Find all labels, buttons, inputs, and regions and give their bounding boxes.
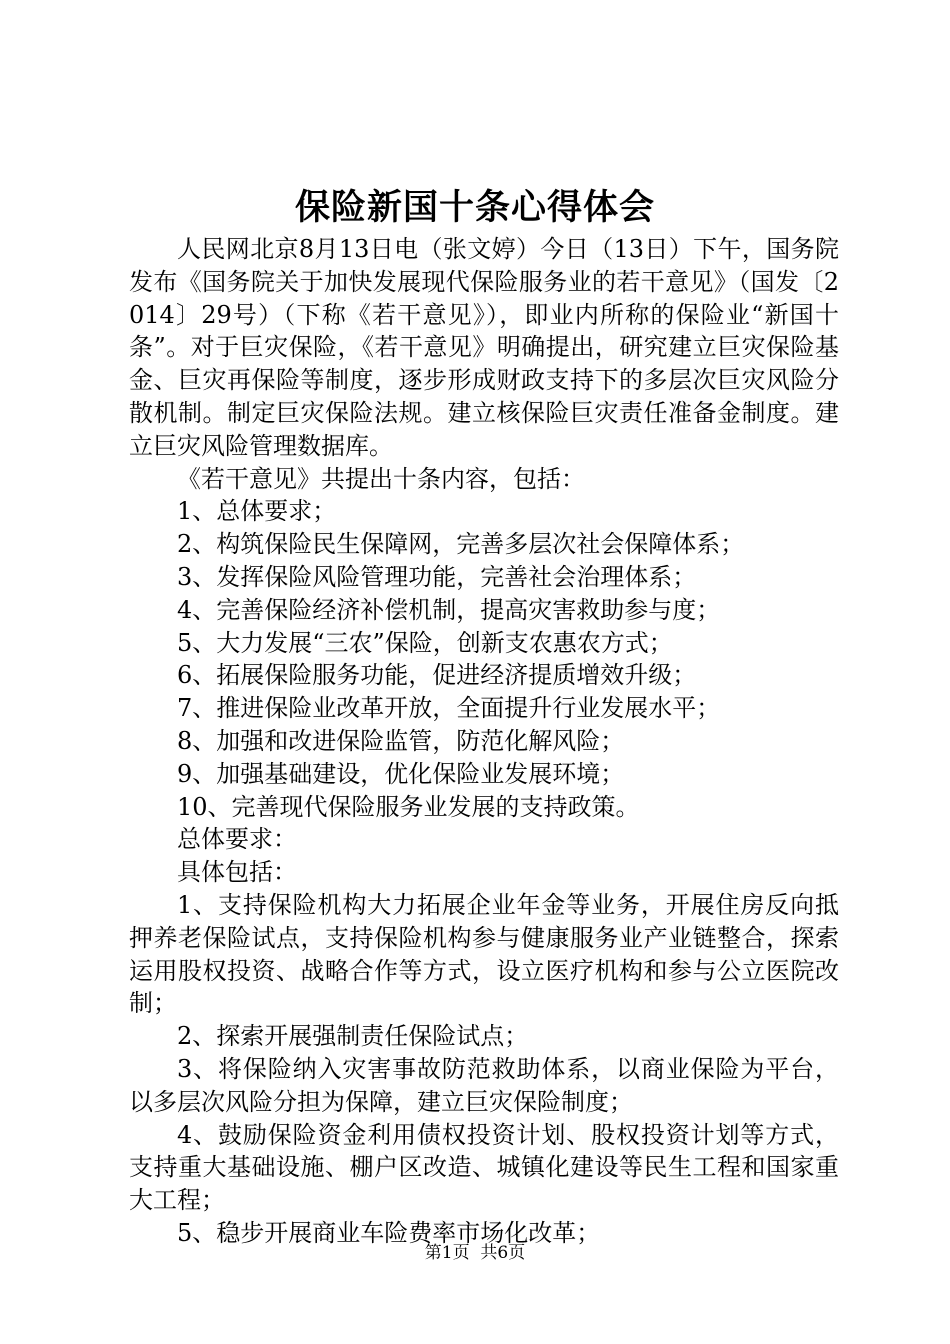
list-item: 1、总体要求； <box>177 497 337 526</box>
page-footer <box>0 1241 950 1265</box>
paragraph-intro: 人民网北京8月13日电（张文婷）今日（13日）下午，国务院发布《国务院关于加快发展现代保险服务业的若干意见》（国发〔2014〕29号）（下称《若干意见》），即业内所称的保险业“新国十条”。对于巨灾保险，《若干意见》明确提出，研究建立巨灾保险基金、巨灾再保险等制度，逐步形成财政支持下的多层次巨灾风险分散机制。制定巨灾保险法规。建立核保险巨灾责任准备金制度。建立巨灾风险管理数据库。 <box>129 235 839 460</box>
section-heading: 总体要求： <box>177 825 297 854</box>
detail-item: 3、将保险纳入灾害事故防范救助体系，以商业保险为平台，以多层次风险分担为保障，建立巨灾保险制度； <box>129 1054 839 1116</box>
section-heading: 具体包括： <box>177 858 297 887</box>
list-item: 6、拓展保险服务功能，促进经济提质增效升级； <box>177 661 697 690</box>
paragraph-summary: 《若干意见》共提出十条内容，包括： <box>177 464 585 493</box>
footer-spacer <box>470 1243 481 1263</box>
list-item: 7、推进保险业改革开放，全面提升行业发展水平； <box>177 694 721 723</box>
detail-item: 4、鼓励保险资金利用债权投资计划、股权投资计划等方式，支持重大基础设施、棚户区改造、城镇化建设等民生工程和国家重大工程； <box>129 1120 839 1215</box>
list-item: 5、大力发展“三农”保险，创新支农惠农方式； <box>177 628 673 657</box>
document-body <box>129 233 839 1250</box>
detail-item: 1、支持保险机构大力拓展企业年金等业务，开展住房反向抵押养老保险试点，支持保险机构参与健康服务业产业链整合，探索运用股权投资、战略合作等方式，设立医疗机构和参与公立医院改制； <box>129 890 839 1018</box>
list-item: 4、完善保险经济补偿机制，提高灾害救助参与度； <box>177 595 721 624</box>
total-pages: 共6页 <box>480 1243 526 1263</box>
page-number: 第1页 <box>424 1243 470 1263</box>
detail-item: 5、稳步开展商业车险费率市场化改革； <box>177 1218 601 1247</box>
list-item: 8、加强和改进保险监管，防范化解风险； <box>177 726 625 755</box>
list-item: 10、完善现代保险服务业发展的支持政策。 <box>177 792 640 821</box>
document-title: 保险新国十条心得体会 <box>294 188 655 228</box>
list-item: 2、构筑保险民生保障网，完善多层次社会保障体系； <box>177 530 745 559</box>
detail-item: 2、探索开展强制责任保险试点； <box>177 1022 529 1051</box>
list-item: 3、发挥保险风险管理功能，完善社会治理体系； <box>177 562 697 591</box>
list-item: 9、加强基础建设，优化保险业发展环境； <box>177 759 625 788</box>
